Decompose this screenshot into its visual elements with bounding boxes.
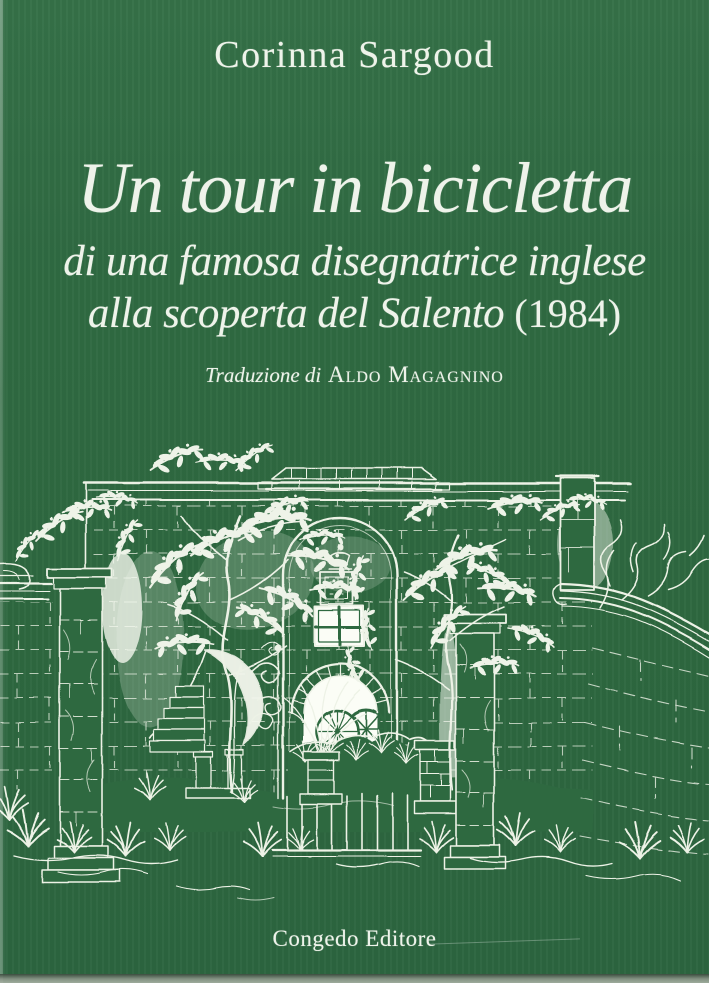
subtitle-year: (1984) xyxy=(514,291,622,336)
author-name: Corinna Sargood xyxy=(214,34,495,76)
scan-edge-bottom xyxy=(0,974,709,983)
subtitle-line-1: di una famosa disegnatrice inglese xyxy=(63,238,646,285)
gate-window xyxy=(314,606,364,646)
low-wall-left xyxy=(0,563,52,599)
translation-prefix: Traduzione di xyxy=(205,363,322,387)
publisher-name: Congedo Editore xyxy=(272,926,437,951)
cover-illustration-garden-gate-bicycle xyxy=(0,440,709,910)
subtitle-line-2 xyxy=(0,288,709,340)
book-title: Un tour in bicicletta xyxy=(77,148,632,228)
translator-name: Aldo Magagnino xyxy=(327,362,504,387)
subtitle-text: alla scoperta del Salento xyxy=(87,290,505,337)
scan-edge-left xyxy=(0,0,3,983)
book-subtitle xyxy=(0,236,709,340)
rooftop-structure xyxy=(258,468,450,489)
translation-credit xyxy=(0,362,709,388)
